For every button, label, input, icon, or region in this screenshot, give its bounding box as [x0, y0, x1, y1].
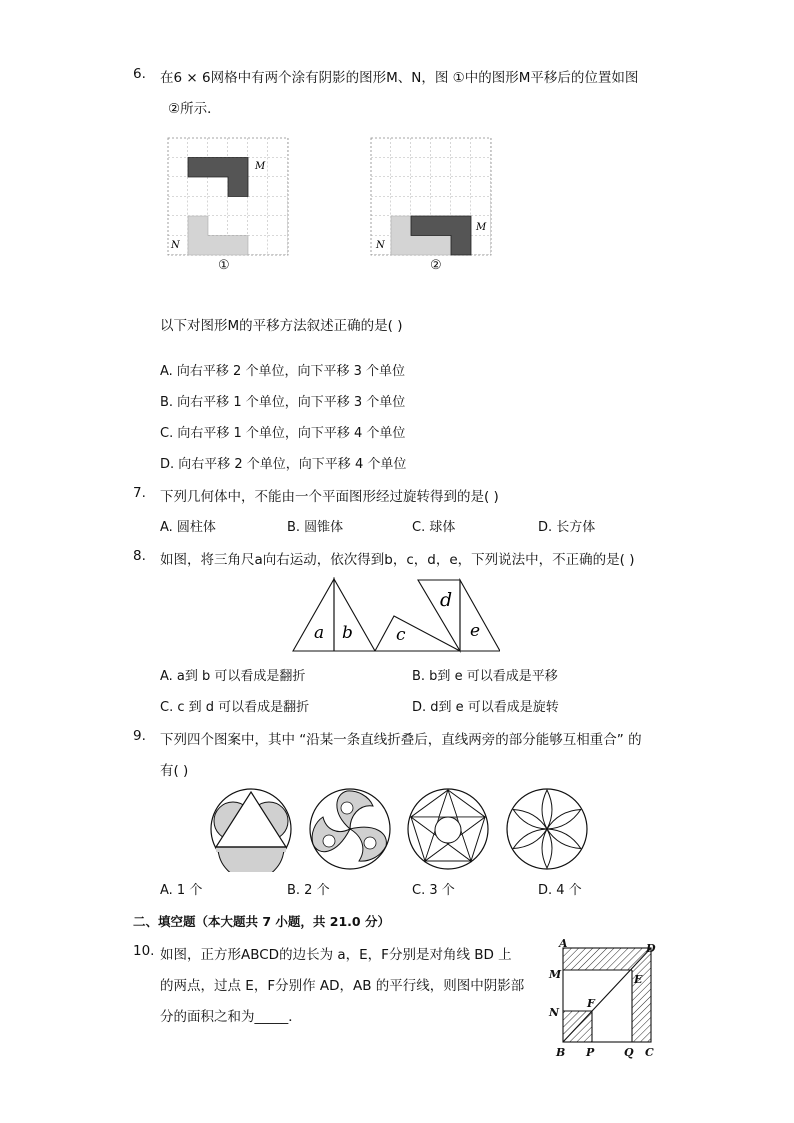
q6-grid-figure-2 [369, 136, 493, 256]
label-n-fig1: N [171, 240, 180, 251]
q7-option-a[interactable]: A. 圆柱体 [160, 520, 216, 535]
q8-triangles-figure [290, 576, 500, 654]
q9-pattern-2 [307, 786, 393, 872]
label-m-fig1: M [255, 161, 266, 172]
q9-stem-line2: 有( ) [160, 763, 189, 779]
q6-grid-figure-1 [166, 136, 290, 256]
q6-option-d[interactable]: D. 向右平移 2 个单位，向下平移 4 个单位 [160, 457, 407, 472]
q9-pattern-3 [405, 786, 491, 872]
q6-stem-line1: 在6 × 6网格中有两个涂有阴影的图形M、N，图 ①中的图形M平移后的位置如图 [160, 70, 639, 86]
q9-option-a[interactable]: A. 1 个 [160, 883, 203, 898]
label-Q: Q [624, 1046, 634, 1059]
section-fill-in-title: 二、填空题（本大题共 7 小题，共 21.0 分） [133, 914, 390, 929]
label-e: e [470, 621, 481, 641]
label-n-fig2: N [376, 240, 385, 251]
q7-number: 7. [133, 485, 146, 501]
q8-number: 8. [133, 548, 146, 564]
q6-fig1-caption: ① [218, 258, 230, 273]
label-E: E [634, 973, 643, 986]
q10-square-figure [546, 938, 662, 1062]
label-N: N [549, 1006, 560, 1019]
q6-option-a[interactable]: A. 向右平移 2 个单位，向下平移 3 个单位 [160, 364, 406, 379]
q6-stem-line2: ②所示． [168, 101, 221, 117]
label-B: B [556, 1046, 566, 1059]
label-A: A [559, 938, 568, 950]
label-D: D [646, 942, 656, 955]
q9-pattern-1 [208, 786, 294, 872]
label-F: F [587, 997, 595, 1010]
label-C: C [645, 1046, 654, 1059]
q7-option-d[interactable]: D. 长方体 [538, 520, 596, 535]
label-a: a [314, 623, 325, 643]
q7-option-b[interactable]: B. 圆锥体 [287, 520, 344, 535]
q9-number: 9. [133, 728, 146, 744]
q9-pattern-4 [504, 786, 590, 872]
triangle-b [334, 579, 375, 651]
q8-option-c[interactable]: C. c 到 d 可以看成是翻折 [160, 700, 310, 715]
q6-number: 6. [133, 66, 146, 82]
label-b: b [342, 623, 353, 643]
q6-option-c[interactable]: C. 向右平移 1 个单位，向下平移 4 个单位 [160, 426, 406, 441]
q8-option-a[interactable]: A. a到 b 可以看成是翻折 [160, 669, 306, 684]
q9-stem-line1: 下列四个图案中，其中 “沿某一条直线折叠后，直线两旁的部分能够互相重合” 的 [160, 732, 642, 748]
q10-stem-line3: 分的面积之和为_____． [160, 1009, 302, 1025]
q6-option-b[interactable]: B. 向右平移 1 个单位，向下平移 3 个单位 [160, 395, 406, 410]
triangle-c [375, 616, 460, 651]
q8-option-d[interactable]: D. d到 e 可以看成是旋转 [412, 700, 559, 715]
q9-option-c[interactable]: C. 3 个 [412, 883, 455, 898]
q7-stem: 下列几何体中，不能由一个平面图形经过旋转得到的是( ) [160, 489, 499, 505]
label-c: c [396, 625, 406, 645]
q9-option-d[interactable]: D. 4 个 [538, 883, 582, 898]
q6-question: 以下对图形M的平移方法叙述正确的是( ) [160, 318, 403, 334]
label-P: P [586, 1046, 595, 1059]
q10-stem-line2: 的两点，过点 E，F分别作 AD，AB 的平行线，则图中阴影部 [160, 978, 525, 994]
q10-stem-line1: 如图，正方形ABCD的边长为 a，E，F分别是对角线 BD 上 [160, 947, 512, 963]
q9-option-b[interactable]: B. 2 个 [287, 883, 330, 898]
q8-option-b[interactable]: B. b到 e 可以看成是平移 [412, 669, 558, 684]
label-m-fig2: M [476, 222, 487, 233]
label-M: M [549, 968, 562, 981]
label-d: d [440, 589, 453, 611]
q10-number: 10. [133, 943, 155, 959]
q6-fig2-caption: ② [430, 258, 442, 273]
q7-option-c[interactable]: C. 球体 [412, 520, 456, 535]
q8-stem: 如图，将三角尺a向右运动，依次得到b，c，d，e，下列说法中，不正确的是( ) [160, 552, 635, 568]
